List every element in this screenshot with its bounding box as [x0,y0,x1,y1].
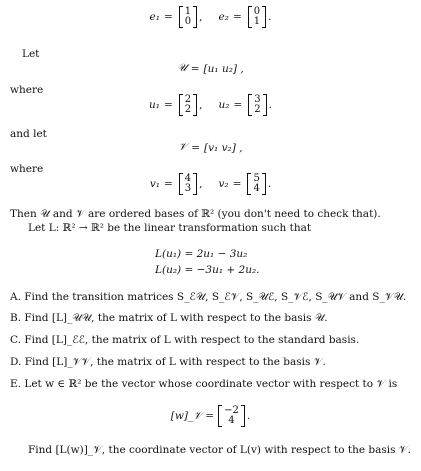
v2-entry-2: 4 [253,183,260,194]
where-label-2: where [10,163,44,175]
and-let-label: and let [10,128,47,140]
equals-sign: = [163,11,173,23]
standard-basis-row: e₁ = 1 0 , e₂ = 0 1 . [149,6,272,27]
task-B: B. Find [L]_𝒰𝒰, the matrix of L with respect to the basis 𝒰. [10,312,328,324]
task-E: E. Let w ∈ ℝ² be the vector whose coordinate vector with respect to 𝒱 is [10,378,398,390]
V-symbol: 𝒱 [178,141,188,153]
equals-sign: = [232,11,242,23]
let-label: Let [22,48,40,60]
e1-symbol: e₁ [149,11,160,23]
paragraph-bases: Then 𝒰 and 𝒱 are ordered bases of ℝ² (you don't need to check that). [10,208,381,220]
u2-entry-2: 2 [254,104,261,115]
paragraph-transformation: Let L: ℝ² → ℝ² be the linear transformation such that [28,222,312,234]
v2-vector [247,173,265,195]
w-entry-2: 4 [228,415,235,426]
v2-entry-1: 5 [253,173,260,184]
e2-vector [248,6,266,28]
u1-entry-1: 2 [184,94,192,105]
e2-entry-1: 0 [253,6,261,17]
final-question: Find [L(w)]_𝒱, the coordinate vector of L(v) with respect to the basis 𝒱. [28,444,411,456]
u-vectors-row: u₁ = 2 2 , u₂ = 3 2 . [148,94,273,115]
U-symbol: 𝒰 [177,62,187,74]
v1-entry-2: 3 [184,183,192,194]
e2-entry-2: 1 [253,16,261,27]
equation-L-u1: L(u₁) = 2u₁ − 3u₂ [155,248,248,260]
v1-symbol: v₁ [149,178,160,190]
e1-entry-1: 1 [184,6,192,17]
v2-symbol: v₂ [218,178,229,190]
equation-L-u2: L(u₂) = −3u₁ + 2u₂. [155,264,260,276]
V-definition: 𝒱 = [v₁ v₂] , [178,141,243,154]
v1-vector [179,173,197,195]
U-rhs: [u₁ u₂] , [203,62,244,75]
w-coordinate-row: [w]_𝒱 = −2 4 . [170,405,251,426]
task-A: A. Find the transition matrices S_ℰ𝒰, S_ℰ𝒱, S_𝒰ℰ, S_𝒱ℰ, S_𝒰𝒱 and S_𝒱𝒰. [10,291,407,303]
task-D: D. Find [L]_𝒱𝒱, the matrix of L with respect to the basis 𝒱. [10,356,326,368]
w-coordinate-vector [218,405,245,427]
u2-vector [248,94,266,116]
e2-symbol: e₂ [218,11,229,23]
u1-symbol: u₁ [148,99,160,111]
task-C: C. Find [L]_ℰℰ, the matrix of L with respect to the standard basis. [10,334,360,346]
w-coordinate-symbol: [w]_𝒱 = [170,409,215,422]
e1-entry-2: 0 [184,16,192,27]
u1-vector [179,94,197,116]
e1-vector [179,6,197,28]
u2-entry-1: 3 [254,94,261,105]
where-label: where [10,84,44,96]
v-vectors-row: v₁ = 4 3 , v₂ = 5 4 . [149,173,272,194]
u1-entry-2: 2 [184,104,192,115]
V-rhs: [v₁ v₂] , [204,141,243,154]
w-entry-1: −2 [224,405,239,416]
U-definition: 𝒰 = [u₁ u₂] , [177,62,244,75]
v1-entry-1: 4 [184,173,192,184]
u2-symbol: u₂ [218,99,230,111]
